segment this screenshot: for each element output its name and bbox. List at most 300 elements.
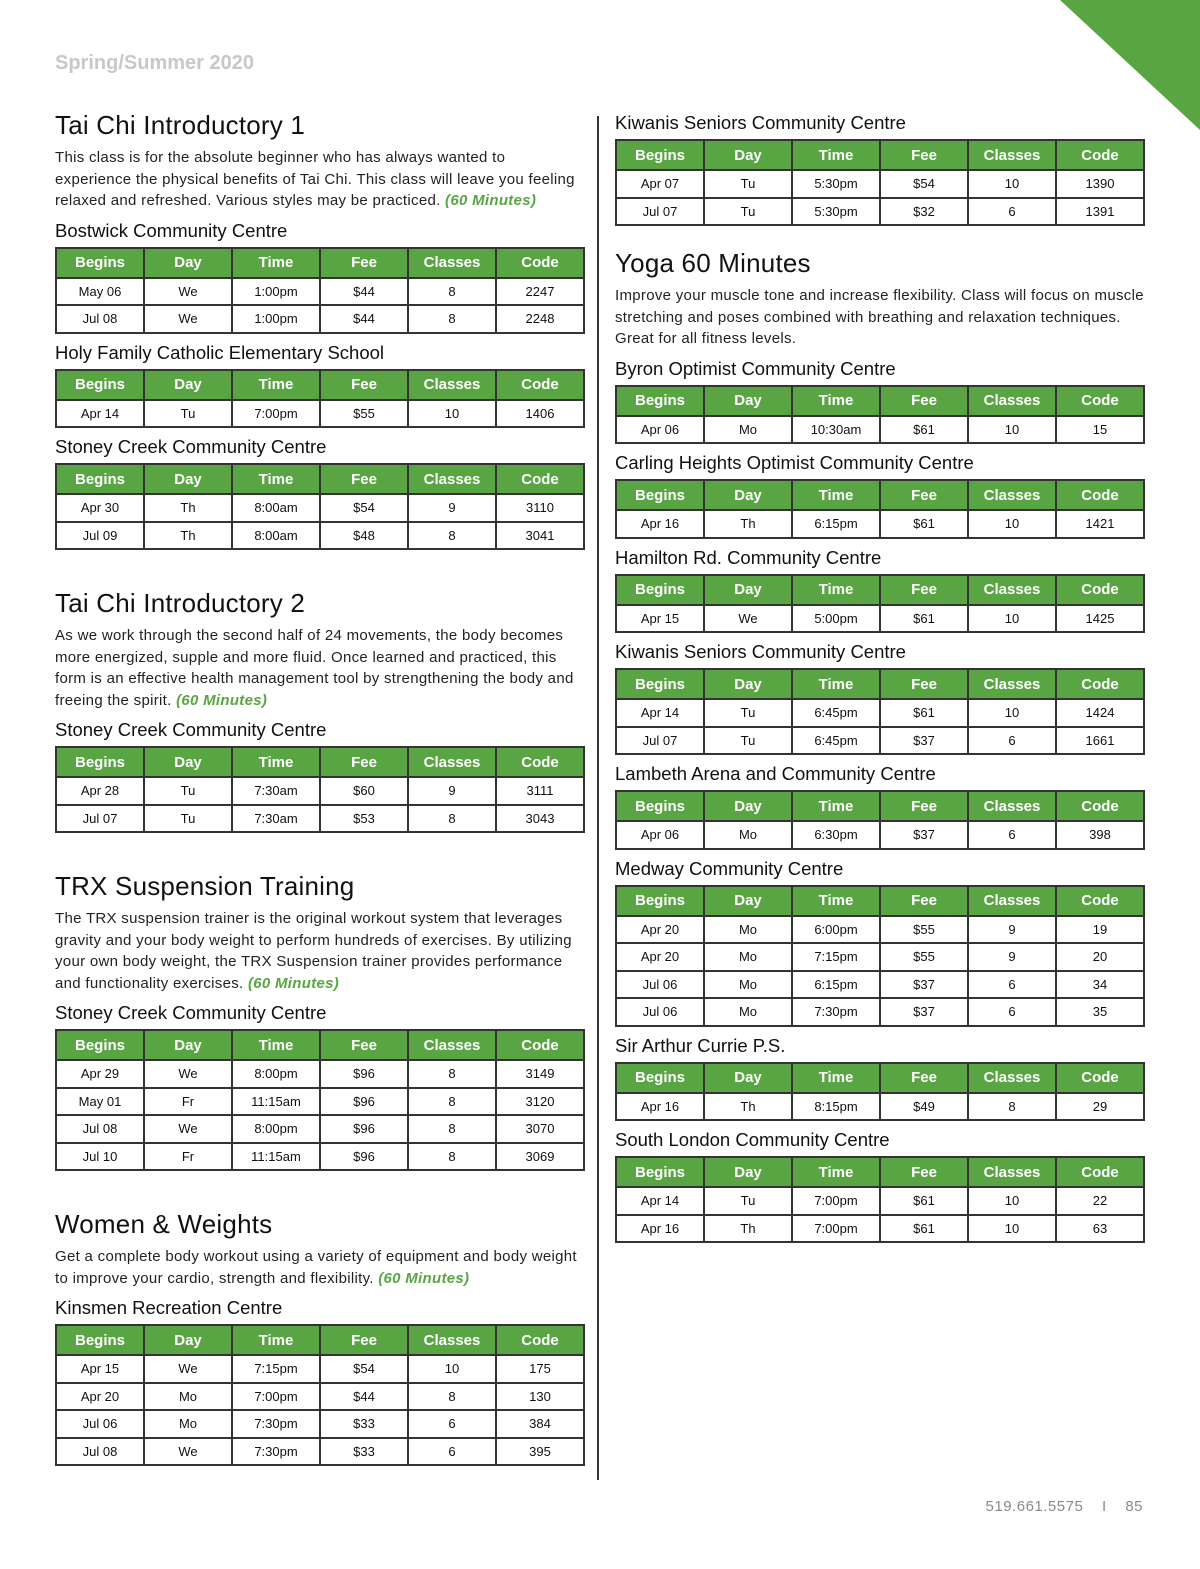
column-header-fee: Fee	[880, 669, 968, 699]
cell-begins: Apr 16	[616, 510, 704, 538]
table-row	[616, 510, 1144, 538]
column-header-classes: Classes	[408, 1325, 496, 1355]
column-header-time: Time	[792, 1063, 880, 1093]
cell-fee: $61	[880, 699, 968, 727]
column-header-begins: Begins	[616, 575, 704, 605]
cell-classes: 6	[968, 998, 1056, 1026]
cell-begins: Jul 07	[616, 198, 704, 226]
table-header-row	[616, 480, 1144, 510]
column-header-time: Time	[792, 480, 880, 510]
column-header-day: Day	[144, 370, 232, 400]
cell-code: 1424	[1056, 699, 1144, 727]
cell-time: 7:30pm	[232, 1410, 320, 1438]
schedule-table	[615, 385, 1145, 445]
season-label: Spring/Summer 2020	[55, 52, 254, 74]
cell-code: 2248	[496, 305, 584, 333]
cell-code: 3111	[496, 777, 584, 805]
cell-begins: Jul 07	[616, 727, 704, 755]
table-row	[616, 416, 1144, 444]
cell-time: 8:15pm	[792, 1093, 880, 1121]
course-yoga	[615, 248, 1145, 1243]
column-header-code: Code	[496, 747, 584, 777]
cell-code: 63	[1056, 1215, 1144, 1243]
column-header-day: Day	[704, 1157, 792, 1187]
course-description	[55, 1246, 585, 1289]
cell-classes: 8	[408, 278, 496, 306]
description-text: Get a complete body workout using a variety of equipment and body weight to improve your cardio, strength and flexibility.	[55, 1248, 577, 1287]
table-row	[56, 1143, 584, 1171]
cell-begins: Apr 06	[616, 416, 704, 444]
cell-begins: Jul 10	[56, 1143, 144, 1171]
course-trx	[55, 871, 585, 1171]
course-description: Improve your muscle tone and increase flexibility. Class will focus on muscle stretching and poses combined with breathing and relaxation techniques. Great for all fitness levels.	[615, 287, 1144, 347]
column-header-day: Day	[144, 1030, 232, 1060]
schedule-table	[615, 479, 1145, 539]
cell-time: 8:00am	[232, 494, 320, 522]
cell-begins: Apr 14	[616, 1187, 704, 1215]
cell-day: Mo	[704, 943, 792, 971]
schedule-table	[615, 574, 1145, 634]
table-header-row	[56, 747, 584, 777]
venue-name: Carling Heights Optimist Community Centre	[615, 452, 974, 473]
course-tai-chi-1	[55, 110, 585, 550]
table-row	[616, 916, 1144, 944]
duration-label: (60 Minutes)	[445, 192, 537, 209]
cell-time: 7:15pm	[792, 943, 880, 971]
table-header-row	[616, 1063, 1144, 1093]
cell-time: 5:30pm	[792, 170, 880, 198]
venue-name: Byron Optimist Community Centre	[615, 357, 896, 379]
schedule-table	[615, 1156, 1145, 1243]
cell-fee: $37	[880, 971, 968, 999]
cell-classes: 8	[408, 1060, 496, 1088]
cell-code: 395	[496, 1438, 584, 1466]
cell-time: 7:00pm	[232, 400, 320, 428]
cell-classes: 10	[968, 510, 1056, 538]
cell-day: Mo	[704, 971, 792, 999]
column-header-begins: Begins	[616, 886, 704, 916]
cell-classes: 10	[968, 416, 1056, 444]
cell-code: 398	[1056, 821, 1144, 849]
table-header-row	[56, 248, 584, 278]
table-row	[56, 805, 584, 833]
cell-code: 22	[1056, 1187, 1144, 1215]
column-header-begins: Begins	[616, 386, 704, 416]
cell-begins: Apr 16	[616, 1215, 704, 1243]
table-row	[56, 1115, 584, 1143]
table-row	[56, 494, 584, 522]
column-header-code: Code	[1056, 386, 1144, 416]
footer-separator: I	[1101, 1498, 1107, 1515]
cell-code: 3069	[496, 1143, 584, 1171]
table-row	[616, 170, 1144, 198]
cell-classes: 10	[968, 1187, 1056, 1215]
cell-begins: Apr 14	[616, 699, 704, 727]
venue-name: Kiwanis Seniors Community Centre	[615, 112, 906, 133]
cell-fee: $37	[880, 821, 968, 849]
table-header-row	[56, 1030, 584, 1060]
cell-classes: 8	[408, 1143, 496, 1171]
table-row	[56, 1410, 584, 1438]
schedule-table	[615, 790, 1145, 850]
cell-classes: 9	[408, 777, 496, 805]
table-row	[56, 522, 584, 550]
cell-classes: 10	[408, 1355, 496, 1383]
cell-fee: $55	[880, 916, 968, 944]
table-row	[616, 1215, 1144, 1243]
cell-fee: $44	[320, 305, 408, 333]
table-row	[56, 1355, 584, 1383]
venue-name: Holy Family Catholic Elementary School	[55, 341, 385, 363]
course-title: TRX Suspension Training	[55, 871, 355, 901]
venue-name: South London Community Centre	[615, 1129, 890, 1150]
cell-begins: Apr 16	[616, 1093, 704, 1121]
cell-day: Fr	[144, 1088, 232, 1116]
tai-chi-continued	[615, 112, 1145, 226]
cell-time: 6:45pm	[792, 727, 880, 755]
cell-classes: 9	[408, 494, 496, 522]
cell-fee: $96	[320, 1060, 408, 1088]
column-header-time: Time	[232, 248, 320, 278]
cell-fee: $61	[880, 416, 968, 444]
cell-classes: 8	[408, 805, 496, 833]
cell-code: 3043	[496, 805, 584, 833]
column-divider	[597, 116, 599, 1480]
course-tai-chi-2	[55, 588, 585, 833]
cell-fee: $32	[880, 198, 968, 226]
cell-day: We	[144, 305, 232, 333]
cell-begins: May 01	[56, 1088, 144, 1116]
column-header-classes: Classes	[968, 791, 1056, 821]
cell-begins: Apr 14	[56, 400, 144, 428]
cell-begins: Jul 08	[56, 1438, 144, 1466]
column-header-fee: Fee	[320, 248, 408, 278]
column-header-code: Code	[1056, 1063, 1144, 1093]
cell-begins: Apr 15	[616, 605, 704, 633]
column-header-classes: Classes	[968, 669, 1056, 699]
cell-classes: 6	[408, 1438, 496, 1466]
cell-fee: $37	[880, 998, 968, 1026]
cell-begins: Apr 15	[56, 1355, 144, 1383]
cell-code: 1661	[1056, 727, 1144, 755]
cell-classes: 8	[408, 1115, 496, 1143]
cell-fee: $48	[320, 522, 408, 550]
column-header-code: Code	[1056, 791, 1144, 821]
column-header-classes: Classes	[968, 886, 1056, 916]
column-header-day: Day	[704, 791, 792, 821]
course-title: Women & Weights	[55, 1209, 273, 1239]
column-header-day: Day	[144, 464, 232, 494]
column-header-day: Day	[144, 747, 232, 777]
column-header-classes: Classes	[408, 464, 496, 494]
page-number: 85	[1125, 1498, 1143, 1515]
cell-begins: Apr 07	[616, 170, 704, 198]
cell-day: Tu	[704, 170, 792, 198]
column-header-time: Time	[792, 1157, 880, 1187]
cell-fee: $54	[880, 170, 968, 198]
cell-fee: $61	[880, 1187, 968, 1215]
column-header-time: Time	[792, 575, 880, 605]
cell-fee: $54	[320, 1355, 408, 1383]
column-header-fee: Fee	[880, 140, 968, 170]
cell-classes: 6	[968, 971, 1056, 999]
table-row	[616, 727, 1144, 755]
cell-day: Tu	[144, 777, 232, 805]
cell-time: 6:00pm	[792, 916, 880, 944]
cell-day: Mo	[704, 998, 792, 1026]
cell-fee: $96	[320, 1088, 408, 1116]
table-header-row	[616, 140, 1144, 170]
cell-classes: 8	[968, 1093, 1056, 1121]
description-text: As we work through the second half of 24 movements, the body becomes more energized, supple and more fluid. Once learned and practiced, this form is an effective health management tool by strengthening the body and freeing the spirit.	[55, 627, 574, 709]
column-header-classes: Classes	[408, 1030, 496, 1060]
schedule-table	[615, 668, 1145, 755]
venue-name: Stoney Creek Community Centre	[55, 719, 327, 740]
course-description	[55, 908, 585, 994]
column-header-begins: Begins	[616, 791, 704, 821]
table-row	[56, 400, 584, 428]
cell-day: Tu	[144, 805, 232, 833]
description-text: The TRX suspension trainer is the original workout system that leverages gravity and your body weight to perform hundreds of exercises. By utilizing your own body weight, the TRX Suspension trainer provides performance and functionality exercises.	[55, 910, 572, 992]
cell-begins: Jul 08	[56, 305, 144, 333]
column-header-time: Time	[792, 140, 880, 170]
cell-time: 6:15pm	[792, 971, 880, 999]
column-header-classes: Classes	[408, 248, 496, 278]
cell-time: 1:00pm	[232, 278, 320, 306]
column-header-day: Day	[704, 886, 792, 916]
schedule-table	[615, 1062, 1145, 1122]
cell-fee: $55	[320, 400, 408, 428]
cell-begins: Jul 06	[616, 971, 704, 999]
column-header-day: Day	[704, 386, 792, 416]
column-header-fee: Fee	[320, 1030, 408, 1060]
cell-time: 5:00pm	[792, 605, 880, 633]
cell-day: Fr	[144, 1143, 232, 1171]
cell-day: Mo	[704, 416, 792, 444]
column-header-day: Day	[704, 575, 792, 605]
cell-day: We	[704, 605, 792, 633]
cell-code: 3070	[496, 1115, 584, 1143]
schedule-table	[615, 139, 1145, 226]
cell-time: 7:00pm	[792, 1215, 880, 1243]
duration-label: (60 Minutes)	[176, 691, 268, 709]
cell-fee: $33	[320, 1438, 408, 1466]
cell-classes: 10	[968, 699, 1056, 727]
table-header-row	[616, 791, 1144, 821]
column-header-classes: Classes	[968, 1157, 1056, 1187]
cell-classes: 10	[968, 170, 1056, 198]
cell-classes: 8	[408, 522, 496, 550]
column-header-fee: Fee	[880, 791, 968, 821]
cell-begins: Apr 28	[56, 777, 144, 805]
table-row	[56, 1383, 584, 1411]
column-header-time: Time	[232, 370, 320, 400]
column-header-classes: Classes	[408, 747, 496, 777]
table-header-row	[56, 370, 584, 400]
schedule-table	[55, 247, 585, 334]
table-row	[616, 998, 1144, 1026]
table-row	[616, 1093, 1144, 1121]
cell-code: 1390	[1056, 170, 1144, 198]
table-header-row	[616, 1157, 1144, 1187]
cell-code: 3110	[496, 494, 584, 522]
column-header-code: Code	[1056, 886, 1144, 916]
column-header-fee: Fee	[880, 480, 968, 510]
cell-classes: 10	[968, 1215, 1056, 1243]
cell-day: Mo	[144, 1410, 232, 1438]
cell-day: Th	[144, 522, 232, 550]
column-header-time: Time	[232, 464, 320, 494]
column-header-begins: Begins	[56, 248, 144, 278]
cell-code: 2247	[496, 278, 584, 306]
column-header-begins: Begins	[616, 1063, 704, 1093]
cell-day: Tu	[704, 1187, 792, 1215]
column-header-time: Time	[792, 386, 880, 416]
schedule-table	[55, 1029, 585, 1171]
table-header-row	[616, 575, 1144, 605]
cell-classes: 8	[408, 1088, 496, 1116]
table-row	[56, 1438, 584, 1466]
column-header-classes: Classes	[968, 480, 1056, 510]
cell-code: 3120	[496, 1088, 584, 1116]
cell-classes: 6	[968, 821, 1056, 849]
cell-time: 7:15pm	[232, 1355, 320, 1383]
table-row	[616, 198, 1144, 226]
cell-begins: Jul 08	[56, 1115, 144, 1143]
cell-code: 175	[496, 1355, 584, 1383]
column-header-code: Code	[496, 370, 584, 400]
cell-classes: 10	[408, 400, 496, 428]
venue-name: Sir Arthur Currie P.S.	[615, 1034, 786, 1056]
column-header-time: Time	[232, 747, 320, 777]
cell-fee: $54	[320, 494, 408, 522]
cell-fee: $61	[880, 510, 968, 538]
cell-code: 19	[1056, 916, 1144, 944]
course-title: Yoga 60 Minutes	[615, 248, 811, 278]
venue-name: Stoney Creek Community Centre	[55, 1002, 327, 1023]
column-header-fee: Fee	[320, 370, 408, 400]
column-header-code: Code	[496, 1030, 584, 1060]
cell-fee: $61	[880, 605, 968, 633]
cell-day: We	[144, 1355, 232, 1383]
column-header-classes: Classes	[408, 370, 496, 400]
cell-time: 7:00pm	[232, 1383, 320, 1411]
cell-time: 8:00pm	[232, 1115, 320, 1143]
corner-accent-triangle	[1060, 0, 1200, 130]
cell-time: 8:00pm	[232, 1060, 320, 1088]
column-header-code: Code	[1056, 1157, 1144, 1187]
column-header-begins: Begins	[56, 1030, 144, 1060]
table-row	[616, 821, 1144, 849]
table-header-row	[56, 1325, 584, 1355]
table-header-row	[616, 669, 1144, 699]
cell-code: 384	[496, 1410, 584, 1438]
cell-day: We	[144, 278, 232, 306]
column-header-code: Code	[496, 1325, 584, 1355]
table-row	[616, 1187, 1144, 1215]
course-description	[55, 625, 585, 711]
column-header-fee: Fee	[880, 386, 968, 416]
column-header-code: Code	[1056, 575, 1144, 605]
column-header-classes: Classes	[968, 575, 1056, 605]
column-header-begins: Begins	[56, 464, 144, 494]
column-header-code: Code	[496, 464, 584, 494]
cell-code: 1425	[1056, 605, 1144, 633]
description-text: This class is for the absolute beginner who has always wanted to experience the physical benefits of Tai Chi. This class will leave you feeling relaxed and refreshed. Various styles may be practiced.	[55, 149, 575, 209]
column-header-time: Time	[792, 669, 880, 699]
course-title: Tai Chi Introductory 1	[55, 110, 306, 140]
cell-fee: $55	[880, 943, 968, 971]
cell-day: Tu	[704, 699, 792, 727]
cell-begins: Apr 30	[56, 494, 144, 522]
cell-day: Tu	[704, 727, 792, 755]
cell-fee: $96	[320, 1115, 408, 1143]
cell-day: We	[144, 1438, 232, 1466]
table-row	[616, 605, 1144, 633]
cell-time: 1:00pm	[232, 305, 320, 333]
course-title: Tai Chi Introductory 2	[55, 588, 306, 618]
column-header-code: Code	[1056, 480, 1144, 510]
schedule-table	[55, 746, 585, 833]
cell-day: Mo	[704, 821, 792, 849]
cell-code: 35	[1056, 998, 1144, 1026]
column-header-fee: Fee	[880, 575, 968, 605]
table-row	[616, 699, 1144, 727]
footer-phone: 519.661.5575	[985, 1498, 1084, 1515]
venue-name: Stoney Creek Community Centre	[55, 436, 327, 457]
cell-day: Th	[144, 494, 232, 522]
column-header-classes: Classes	[968, 1063, 1056, 1093]
cell-code: 29	[1056, 1093, 1144, 1121]
cell-begins: Jul 06	[616, 998, 704, 1026]
column-header-time: Time	[792, 791, 880, 821]
cell-fee: $37	[880, 727, 968, 755]
column-header-day: Day	[144, 1325, 232, 1355]
cell-classes: 10	[968, 605, 1056, 633]
column-header-day: Day	[704, 1063, 792, 1093]
cell-code: 15	[1056, 416, 1144, 444]
column-header-time: Time	[792, 886, 880, 916]
cell-day: We	[144, 1115, 232, 1143]
table-row	[56, 278, 584, 306]
column-header-begins: Begins	[616, 480, 704, 510]
cell-fee: $33	[320, 1410, 408, 1438]
column-header-time: Time	[232, 1325, 320, 1355]
table-header-row	[616, 386, 1144, 416]
duration-label: (60 Minutes)	[378, 1269, 470, 1287]
table-row	[616, 943, 1144, 971]
column-header-fee: Fee	[880, 1063, 968, 1093]
cell-begins: Apr 29	[56, 1060, 144, 1088]
schedule-table	[615, 885, 1145, 1027]
cell-time: 11:15am	[232, 1088, 320, 1116]
cell-day: Th	[704, 1093, 792, 1121]
cell-begins: Jul 07	[56, 805, 144, 833]
column-header-fee: Fee	[880, 1157, 968, 1187]
cell-time: 6:30pm	[792, 821, 880, 849]
cell-fee: $53	[320, 805, 408, 833]
column-header-classes: Classes	[968, 386, 1056, 416]
cell-classes: 6	[968, 198, 1056, 226]
table-header-row	[616, 886, 1144, 916]
cell-time: 10:30am	[792, 416, 880, 444]
table-header-row	[56, 464, 584, 494]
column-header-day: Day	[704, 480, 792, 510]
cell-time: 8:00am	[232, 522, 320, 550]
column-header-time: Time	[232, 1030, 320, 1060]
table-row	[56, 1060, 584, 1088]
venue-name: Lambeth Arena and Community Centre	[615, 763, 936, 784]
